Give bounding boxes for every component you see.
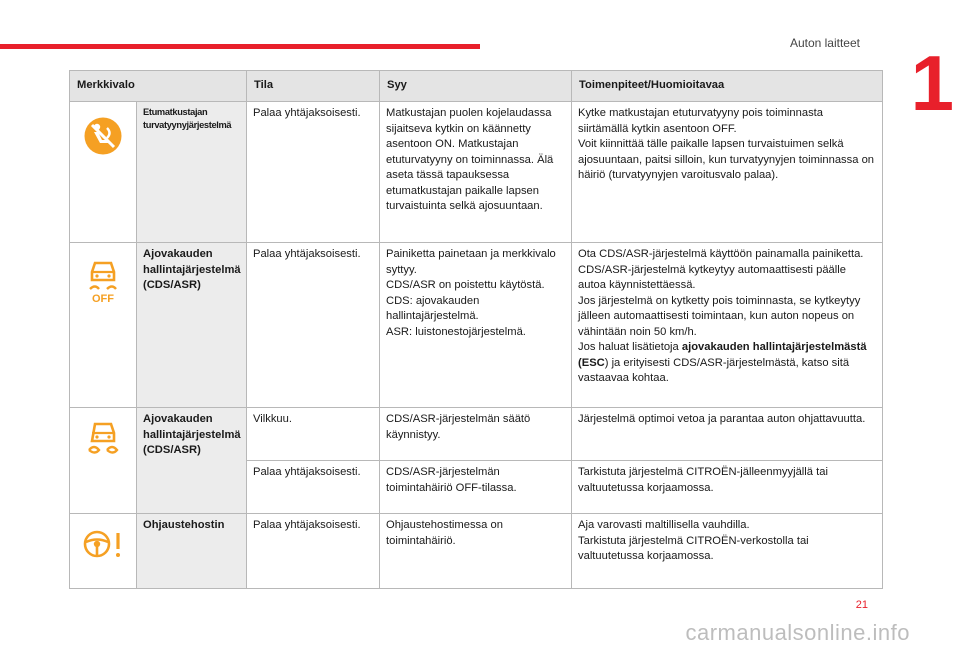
icon-off-label: OFF — [92, 293, 114, 303]
column-header-indicator: Merkkivalo — [70, 71, 247, 102]
column-header-state: Tila — [247, 71, 380, 102]
action-cell: Tarkistuta järjestelmä CITROËN-jälleenmyyjällä tai valtuutetussa korjaamossa. — [572, 461, 883, 514]
cause-line: CDS: ajovakauden hallintajärjestelmä. — [386, 294, 480, 322]
action-reference — [578, 340, 876, 387]
cause-line: Painiketta painetaan ja merkkivalo syttyy. — [386, 248, 556, 276]
icon-cell — [70, 514, 137, 589]
table-row — [70, 102, 883, 243]
action-ref-prefix: Jos haluat lisätietoja — [578, 341, 682, 353]
indicator-name: Ohjaustehostin — [137, 514, 247, 589]
cause-cell — [380, 243, 572, 408]
action-line: Aja varovasti maltillisella vauhdilla. — [578, 519, 750, 531]
action-ref-bold: ajovakauden hallintajärjestelmästä (ESC — [578, 341, 867, 369]
airbag-on-icon — [83, 116, 123, 156]
indicator-name: Ajovakauden hallintajärjestelmä (CDS/ASR) — [137, 408, 247, 514]
column-header-action: Toimenpiteet/Huomioitavaa — [572, 71, 883, 102]
cause-line: ASR: luistonestojärjestelmä. — [386, 325, 526, 338]
action-cell: Järjestelmä optimoi vetoa ja parantaa auton ohjattavuutta. — [572, 408, 883, 461]
state-cell: Palaa yhtäjaksoisesti. — [247, 243, 380, 408]
indicator-name: Ajovakauden hallintajärjestelmä (CDS/ASR) — [137, 243, 247, 408]
cause-cell: Ohjaustehostimessa on toimintahäiriö. — [380, 514, 572, 589]
cause-cell: Matkustajan puolen kojelaudassa sijaitseva kytkin on käännetty asentoon ON. Matkustajan etuturvatyyny on toiminnassa. Älä aseta tässä tapauksessa etumatkustajan paikalle lapsen turvaistuinta selkä ajosuuntaan. — [380, 102, 572, 243]
icon-cell — [70, 243, 137, 408]
page-number: 21 — [855, 599, 868, 611]
watermark-text: carmanualsonline.info — [685, 620, 910, 645]
section-title: Auton laitteet — [789, 36, 860, 50]
action-ref-suffix: ) ja erityisesti CDS/ASR-järjestelmästä, katso sitä vastaavaa kohtaa. — [578, 356, 850, 384]
action-line: Ota CDS/ASR-järjestelmä käyttöön painamalla painiketta. — [578, 248, 864, 260]
action-line: Voit kiinnittää tälle paikalle lapsen turvaistuimen selkä ajosuuntaan, paitsi silloin, kun turvatyynyjen toiminnassa on häiriö (turvatyynyjen varoitusvalo palaa). — [578, 138, 875, 181]
action-cell — [572, 514, 883, 589]
table-header-row — [70, 71, 883, 102]
action-line: CDS/ASR-järjestelmä kytkeytyy automaattisesti päälle autoa käynnistettäessä. — [578, 263, 846, 291]
column-header-cause: Syy — [380, 71, 572, 102]
table-row — [70, 514, 883, 589]
esp-icon — [87, 422, 119, 458]
icon-cell — [70, 102, 137, 243]
state-cell: Vilkkuu. — [247, 408, 380, 461]
action-line: Jos järjestelmä on kytketty pois toiminnasta, se kytkeytyy jälleen automaattisesti toimintaan, kun auton nopeus on vähintään noin 50 km/h. — [578, 294, 861, 338]
cause-line: CDS/ASR on poistettu käytöstä. — [386, 279, 545, 291]
cause-cell: CDS/ASR-järjestelmän toimintahäiriö OFF-tilassa. — [380, 461, 572, 514]
warning-lights-table — [69, 70, 883, 589]
state-cell: Palaa yhtäjaksoisesti. — [247, 461, 380, 514]
action-cell — [572, 243, 883, 408]
icon-cell — [70, 408, 137, 514]
table-row — [70, 243, 883, 408]
action-line: Kytke matkustajan etuturvatyyny pois toiminnasta siirtämällä kytkin asentoon OFF. — [578, 107, 823, 135]
esp-off-icon — [87, 257, 119, 303]
table-row — [70, 408, 883, 461]
header-accent-bar — [0, 44, 480, 49]
action-line: Tarkistuta järjestelmä CITROËN-verkostolla tai valtuutetussa korjaamossa. — [578, 534, 809, 562]
cause-cell: CDS/ASR-järjestelmän säätö käynnistyy. — [380, 408, 572, 461]
chapter-number: 1 — [910, 39, 954, 127]
power-steering-icon — [81, 528, 125, 560]
state-cell: Palaa yhtäjaksoisesti. — [247, 514, 380, 589]
state-cell: Palaa yhtäjaksoisesti. — [247, 102, 380, 243]
action-cell — [572, 102, 883, 243]
indicator-name: Etumatkustajan turvatyynyjärjestelmä — [137, 102, 247, 243]
